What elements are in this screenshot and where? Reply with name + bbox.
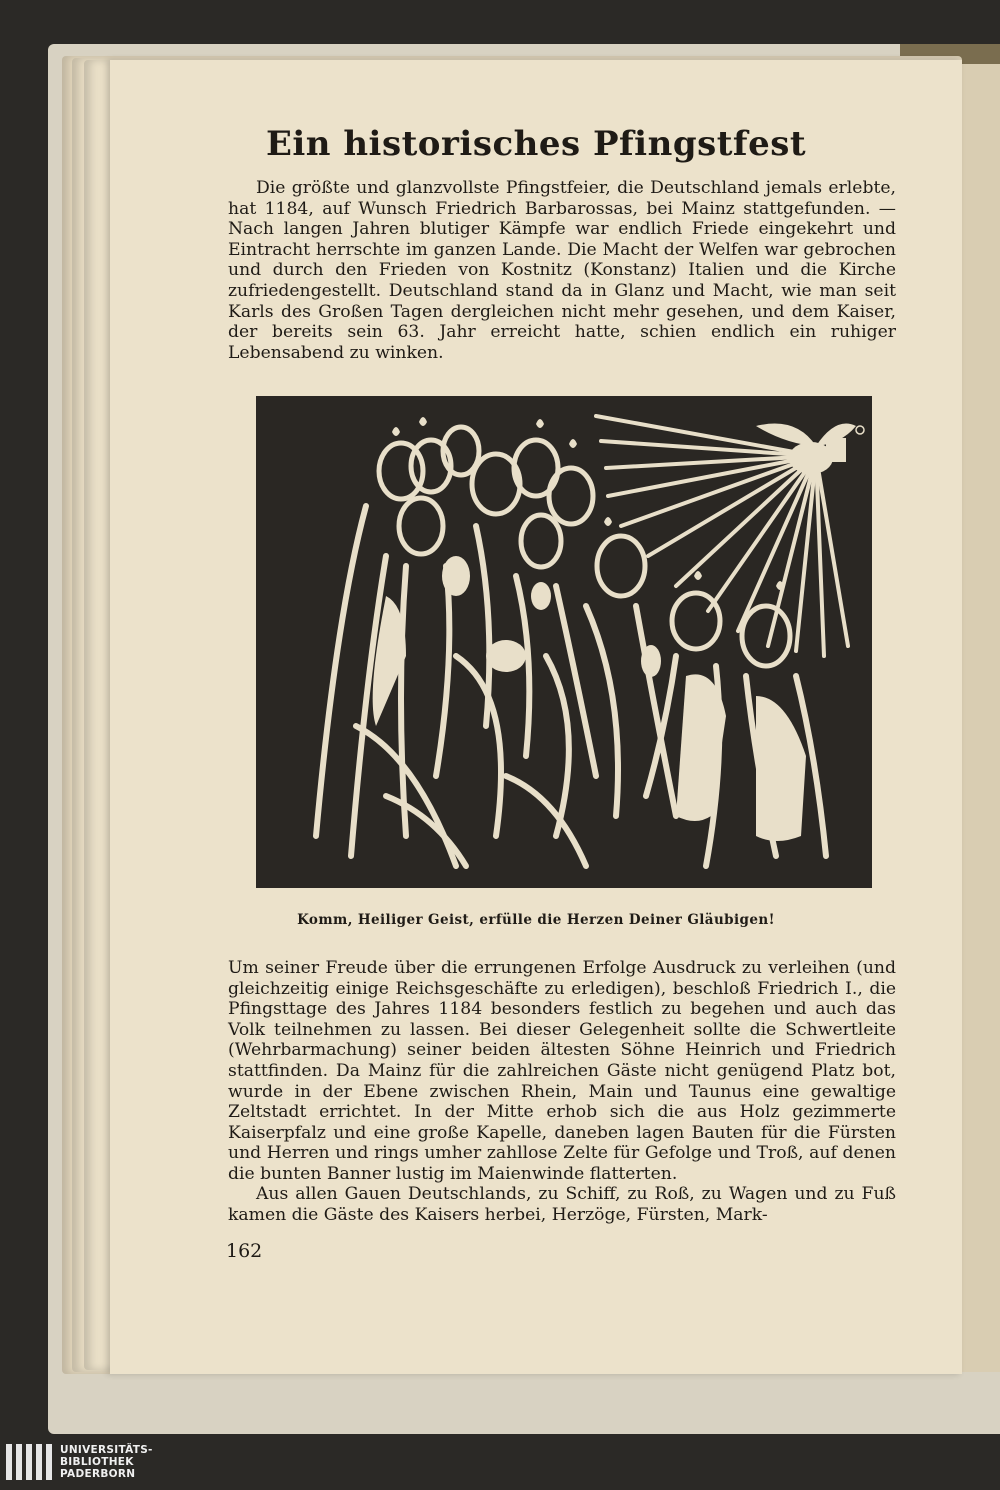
illustration-caption: Komm, Heiliger Geist, erfülle die Herzen Deiner Gläubigen! <box>297 912 775 928</box>
book-page <box>110 60 962 1374</box>
facing-page-edge <box>962 64 1000 1372</box>
library-logo-icon <box>6 1444 52 1480</box>
library-logo <box>6 1442 153 1482</box>
body-paragraph: Um seiner Freude über die errungenen Erfolge Ausdruck zu verleihen (und gleichzeitig einige Reichsgeschäfte zu erledigen), beschloß Friedrich I., die Pfingsttage des Jahres 1184 besonders festlich zu begehen und auch das Volk teilnehmen zu lassen. Bei dieser Gelegenheit sollte die Schwertleite (Wehrbarmachung) seiner beiden ältesten Söhne Heinrich und Friedrich stattfinden. Da Mainz für die zahlreichen Gäste nicht genügend Platz bot, wurde in der Ebene zwischen Rhein, Main und Taunus eine gewaltige Zeltstadt errichtet. In der Mitte erhob sich die aus Holz gezimmerte Kaiserpfalz und eine große Kapelle, daneben lagen Bauten für die Fürsten und Herren und rings umher zahllose Zelte für Gefolge und Troß, auf denen die bunten Banner lustig im Maienwinde flatterten. <box>228 958 896 1184</box>
library-name-line: UNIVERSITÄTS- <box>60 1444 153 1456</box>
body-paragraph: Aus allen Gauen Deutschlands, zu Schiff, zu Roß, zu Wagen und zu Fuß kamen die Gäste des Kaisers herbei, Herzöge, Fürsten, Mark- <box>228 1184 896 1225</box>
pentecost-woodcut <box>256 396 872 888</box>
page-number: 162 <box>226 1240 263 1262</box>
page-title: Ein historisches Pfingstfest <box>265 124 807 164</box>
woodcut-illustration <box>256 396 872 888</box>
library-logo-text <box>60 1444 153 1480</box>
library-name-line: PADERBORN <box>60 1468 136 1480</box>
library-name-line: BIBLIOTHEK <box>60 1456 134 1468</box>
intro-paragraph: Die größte und glanzvollste Pfingstfeier, die Deutschland jemals erlebte, hat 1184, auf Wunsch Friedrich Barbarossas, bei Mainz stattgefunden. — Nach langen Jahren blutiger Kämpfe war endlich Friede eingekehrt und Eintracht herrschte im ganzen Lande. Die Macht der Welfen war gebrochen und durch den Frieden von Kostnitz (Konstanz) Italien und die Kirche zufriedengestellt. Deutschland stand da in Glanz und Macht, wie man seit Karls des Großen Tagen dergleichen nicht mehr gesehen, und dem Kaiser, der bereits sein 63. Jahr erreicht hatte, schien endlich ein ruhiger Lebensabend zu winken. <box>228 178 896 363</box>
